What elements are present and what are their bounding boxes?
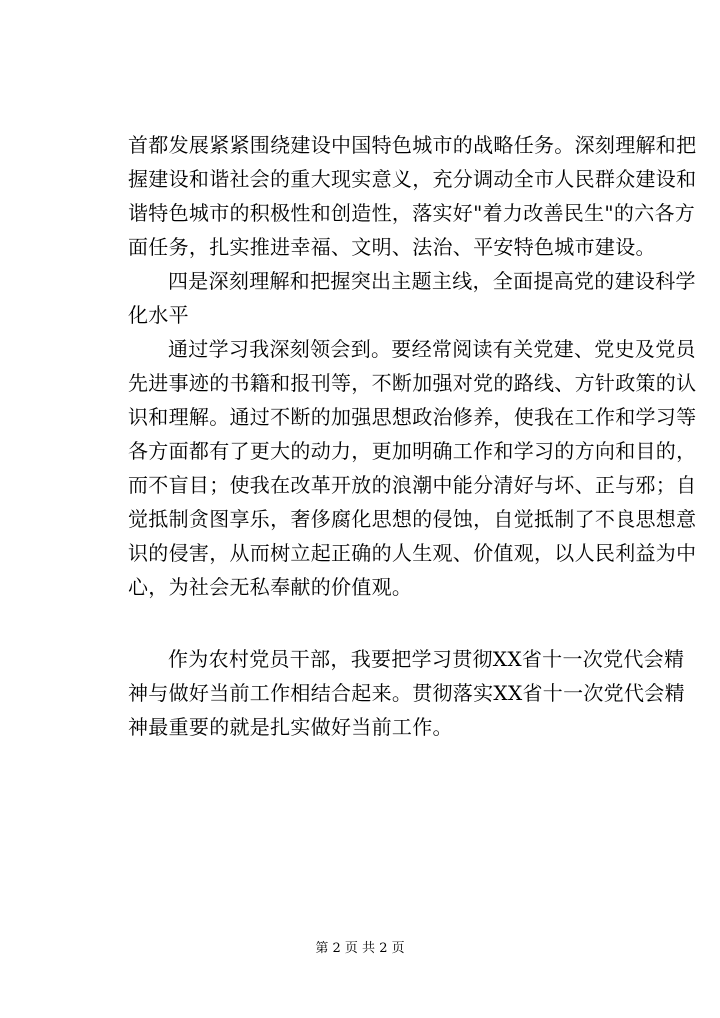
paragraph-3-line-8: 心，为社会无私奉献的价值观。 — [128, 575, 413, 599]
paragraph-2-line-2: 化水平 — [128, 303, 189, 327]
paragraph-4-line-3: 神最重要的就是扎实做好当前工作。 — [128, 715, 453, 739]
paragraph-3-line-7: 识的侵害，从而树立起正确的人生观、价值观，以人民利益为中 — [128, 541, 697, 565]
paragraph-3-line-1: 通过学习我深刻领会到。要经常阅读有关党建、党史及党员 — [168, 337, 696, 361]
paragraph-3-line-5: 而不盲目；使我在改革开放的浪潮中能分清好与坏、正与邪；自 — [128, 473, 697, 497]
paragraph-1-line-3: 谐特色城市的积极性和创造性，落实好"着力改善民生"的六各方 — [128, 201, 696, 225]
page-number-footer: 第 2 页 共 2 页 — [315, 941, 405, 956]
paragraph-2-line-1: 四是深刻理解和把握突出主题主线，全面提高党的建设科学 — [168, 269, 696, 293]
paragraph-1-line-1: 首都发展紧紧围绕建设中国特色城市的战略任务。深刻理解和把 — [128, 133, 697, 157]
paragraph-1-line-2: 握建设和谐社会的重大现实意义，充分调动全市人民群众建设和 — [128, 167, 697, 191]
paragraph-3-line-6: 觉抵制贪图享乐，奢侈腐化思想的侵蚀，自觉抵制了不良思想意 — [128, 507, 697, 531]
paragraph-1-line-4: 面任务，扎实推进幸福、文明、法治、平安特色城市建设。 — [128, 235, 656, 259]
paragraph-3-line-4: 各方面都有了更大的动力，更加明确工作和学习的方向和目的， — [128, 439, 697, 463]
paragraph-4-line-1: 作为农村党员干部，我要把学习贯彻XX省十一次党代会精 — [168, 647, 685, 671]
paragraph-3-line-2: 先进事迹的书籍和报刊等，不断加强对党的路线、方针政策的认 — [128, 371, 697, 395]
paragraph-4-line-2: 神与做好当前工作相结合起来。贯彻落实XX省十一次党代会精 — [128, 681, 685, 705]
paragraph-3-line-3: 识和理解。通过不断的加强思想政治修养，使我在工作和学习等 — [128, 405, 697, 429]
